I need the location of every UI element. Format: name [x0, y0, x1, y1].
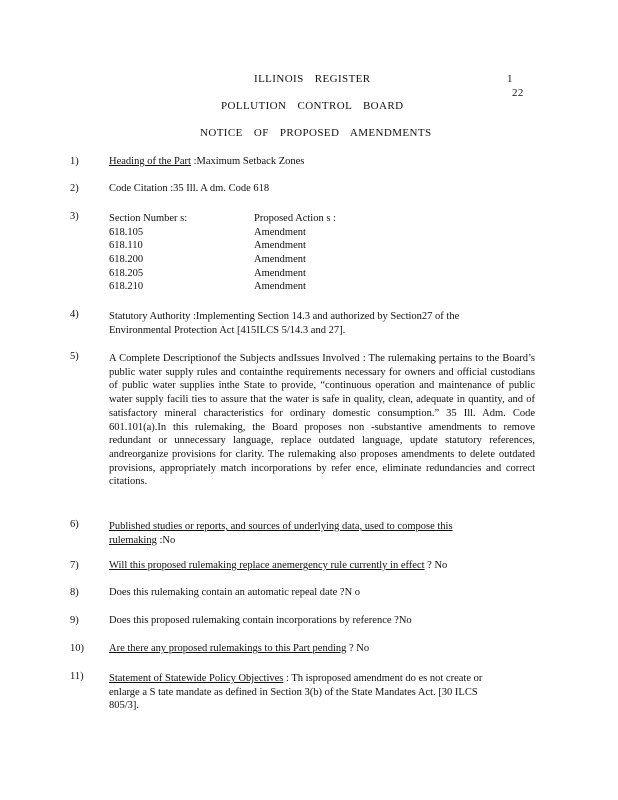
section-number: 618.110 — [109, 240, 143, 252]
section-number: 618.105 — [109, 226, 144, 238]
statutory-authority-line-1: Statutory Authority :Implementing Section 14.3 and authorized by Section27 of the — [109, 311, 460, 322]
item-number: 11) — [70, 671, 84, 682]
board-title: POLLUTION CONTROL BOARD — [221, 100, 404, 112]
heading-value: :Maximum Setback Zones — [193, 156, 305, 167]
code-citation: Code Citation :35 Ill. A dm. Code 618 — [109, 183, 270, 194]
proposed-actions-column — [254, 212, 336, 294]
pending-rulemakings-value: ? No — [349, 643, 370, 654]
proposed-action: Amendment — [254, 226, 306, 238]
page-number-sub: 22 — [512, 87, 524, 99]
item-number: 9) — [70, 615, 79, 626]
section-numbers-column — [109, 212, 187, 294]
item-number: 6) — [70, 519, 79, 530]
proposed-action: Amendment — [254, 267, 306, 279]
item-text — [109, 157, 304, 168]
pending-rulemakings-label: Are there any proposed rulemakings to this Part pending — [109, 643, 347, 654]
item-number: 3) — [70, 211, 79, 222]
statewide-policy-label: Statement of Statewide Policy Objectives — [109, 673, 284, 684]
statutory-authority — [109, 310, 459, 337]
heading-label: Heading of the Part — [109, 156, 191, 167]
notice-title: NOTICE OF PROPOSED AMENDMENTS — [200, 127, 432, 139]
page-number: 1 — [507, 73, 513, 85]
published-studies-label-line-1: Published studies or reports, and sources of underlying data, used to compose this — [109, 521, 453, 532]
register-title: ILLINOIS REGISTER — [254, 73, 371, 85]
proposed-action: Amendment — [254, 240, 306, 252]
item-number: 5) — [70, 351, 79, 362]
section-numbers-header: Section Number s: — [109, 213, 188, 224]
incorporations-question: Does this proposed rulemaking contain incorporations by reference ?No — [109, 615, 412, 626]
emergency-rule-value: ? No — [427, 560, 448, 571]
section-number: 618.200 — [109, 254, 144, 266]
proposed-actions-header: Proposed Action s : — [254, 213, 336, 224]
repeal-date-question: Does this rulemaking contain an automatic repeal date ?N o — [109, 587, 361, 598]
section-number: 618.205 — [109, 267, 144, 279]
item-number: 1) — [70, 156, 79, 167]
statewide-policy — [109, 672, 482, 713]
statewide-policy-line-1: : Th isproposed amendment do es not create or — [286, 673, 483, 684]
proposed-action: Amendment — [254, 281, 306, 293]
statutory-authority-line-2: Environmental Protection Act [415ILCS 5/14.3 and 27]. — [109, 324, 346, 336]
statewide-policy-line-2: enlarge a S tate mandate as defined in Section 3(b) of the State Mandates Act. [30 ILCS — [109, 686, 478, 698]
statewide-policy-line-3: 805/3]. — [109, 700, 140, 712]
section-number: 618.210 — [109, 281, 144, 293]
published-studies — [109, 520, 453, 547]
published-studies-label-line-2: rulemaking — [109, 534, 157, 546]
item-number: 4) — [70, 309, 79, 320]
item-number: 2) — [70, 183, 79, 194]
item-number: 10) — [70, 643, 84, 654]
published-studies-value: :No — [159, 534, 176, 546]
proposed-action: Amendment — [254, 254, 306, 266]
item-number: 8) — [70, 587, 79, 598]
complete-description: A Complete Descriptionof the Subjects andIssues Involved : The rulemaking pertains to the Board’s public water supply rules and containthe requirements necessary for owners and official custodians of public water supplies inthe State to provide, “continuous operation and maintenance of public water supply facili ties to assure that the water is safe in quality, clean, adequate in quantity, and of satisfactory mineral characteristics for ordinary domestic consumption.” 35 Ill. Adm. Code 601.101(a).In this rulemaking, the Board proposes non -substantive amendments to remove redundant or unnecessary language, replace outdated language, update statutory references, andreorganize provisions for clarity. The rulemaking also proposes amendments to delete outdated provisions, appropriately match incorporations by refer ence, eliminate redundancies and correct citations. — [109, 353, 535, 488]
item-number: 7) — [70, 560, 79, 571]
emergency-rule-label: Will this proposed rulemaking replace anemergency rule currently in effect — [109, 560, 425, 571]
